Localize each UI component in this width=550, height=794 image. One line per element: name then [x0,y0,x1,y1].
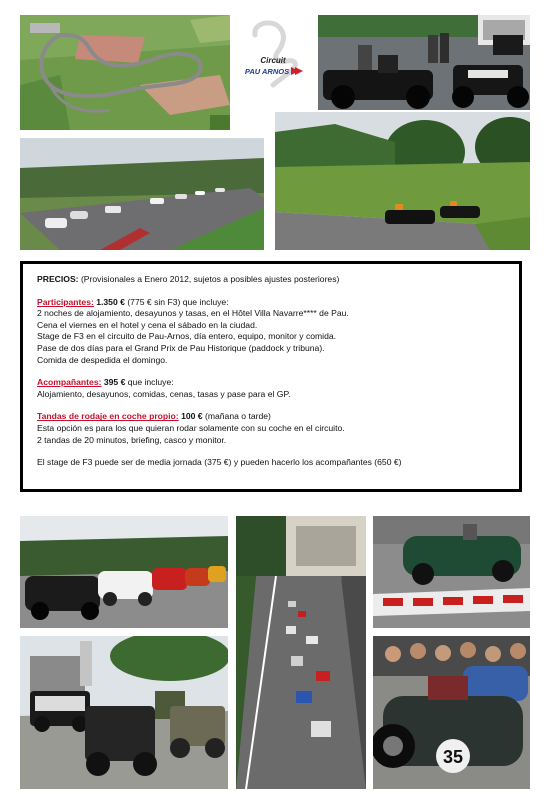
street-circuit-photo [236,516,366,789]
acompanantes-label: Acompañantes: [37,377,102,388]
tandas-heading [37,411,505,423]
participantes-line: Stage de F3 en el circuito de Pau-Arnos, día entero, equipo, monitor y comida. [37,331,337,342]
logo-line2: PAU ARNOS [244,67,290,76]
tandas-price-note: (mañana o tarde) [204,411,271,422]
tandas-line: Esta opción es para los que quieran rodar solamente con su coche en el circuito. [37,422,345,433]
paddock-racing-car-photo [373,636,530,789]
participantes-label: Participantes: [37,296,94,307]
pricing-info-box [20,261,522,492]
classic-cars-plaza-photo [20,636,228,789]
precios-note: (Provisionales a Enero 2012, sujetos a posibles ajustes posteriores) [80,274,340,284]
participantes-price: 1.350 € [96,296,125,307]
participantes-line: Cena el viernes en el hotel y cena el sábado en la ciudad. [37,319,258,330]
tandas-line: 2 tandas de 20 minutos, briefing, casco y monitor. [37,434,227,445]
cars-on-track-photo [20,138,264,250]
acompanantes-price: 395 € [103,377,126,388]
participantes-heading [37,297,505,309]
sports-cars-photo [20,516,228,628]
footer-note: El stage de F3 puede ser de media jornada (375 €) y pueden hacerlo los acompañantes (650 €) [37,457,402,468]
tandas-price: 100 € [181,411,203,422]
acompanantes-price-note: que incluye: [127,377,174,388]
acompanantes-heading [37,377,505,389]
participantes-line: 2 noches de alojamiento, desayunos y tasas, en el Hôtel Villa Navarre**** de Pau. [37,308,349,319]
pau-arnos-logo [233,15,313,120]
participantes-price-note: (775 € sin F3) que incluye: [127,296,229,307]
f3-circuit-photo [275,112,530,250]
tandas-label: Tandas de rodaje en coche propio: [37,411,179,422]
precios-label: PRECIOS: [37,274,79,284]
acompanantes-line: Alojamiento, desayunos, comidas, cenas, tasas y pase para el GP. [37,388,291,399]
participantes-line: Pase de dos días para el Grand Prix de Pau Historique (paddock y tribuna). [37,342,325,353]
participantes-line: Comida de despedida el domingo. [37,354,168,365]
f3-pitlane-photo [318,15,530,110]
precios-heading [37,274,505,286]
logo-line1: Circuit [260,56,286,65]
vintage-roadster-photo [373,516,530,628]
car-number: 35 [442,747,464,767]
aerial-circuit-photo [20,15,230,130]
